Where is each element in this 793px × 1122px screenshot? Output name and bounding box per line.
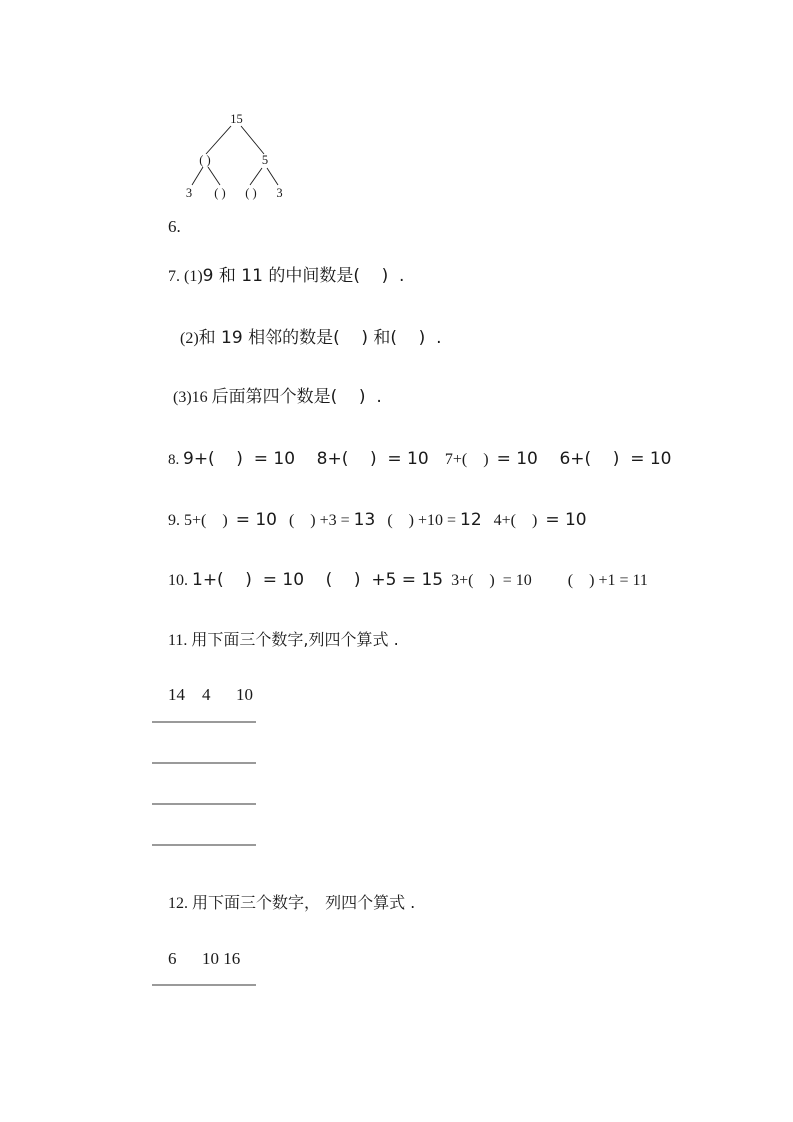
question-9-equations-a: 9. 5+( ) — [168, 512, 236, 529]
question-9-result-a: = 10 — [235, 510, 277, 530]
question-10-equations-b: 3+( ) = 10 ( ) +1 = 11 — [443, 572, 648, 589]
tree-leaf-1-value: 3 — [185, 186, 193, 200]
answer-blank-3 — [152, 803, 256, 805]
question-11-marker: 11. — [168, 632, 192, 649]
question-8-marker: 8. — [168, 452, 183, 468]
question-12-marker: 12. — [168, 895, 192, 912]
question-9-equations-c: ( ) +10 = — [375, 512, 461, 529]
question-8-equations-b: 7+( ) — [444, 451, 497, 468]
tree-edge-left-left — [192, 167, 203, 185]
question-9-equations-b: ( ) +3 = — [276, 512, 354, 529]
question-7-marker: 7. (1) — [168, 268, 203, 285]
question-7-part-3-text: 后面第四个数是( ) . — [211, 387, 382, 407]
answer-blank-1 — [152, 721, 256, 723]
tree-edge-root-right — [241, 126, 264, 154]
question-12-text: 用下面三个数字， 列四个算式 . — [192, 893, 416, 912]
question-6-label: 6. — [168, 217, 181, 236]
tree-leaf-3-value: ( ) — [245, 186, 257, 200]
question-8 — [152, 429, 672, 490]
tree-edge-right-left — [250, 168, 262, 185]
question-12-numbers — [152, 928, 240, 990]
question-7-part-3-marker: (3)16 — [173, 389, 212, 406]
question-7-part-1 — [152, 246, 404, 307]
tree-edge-right-right — [267, 168, 278, 185]
question-7-part-2-text: 和 19 相邻的数是( ) 和( ) . — [198, 328, 442, 348]
question-11-numbers — [152, 664, 253, 726]
answer-blank-2 — [152, 762, 256, 764]
tree-root-value: 15 — [230, 112, 243, 126]
question-9-equations-d: 4+( ) — [481, 512, 546, 529]
tree-leaf-2-value: ( ) — [214, 186, 226, 200]
question-8-equations-c: = 10 6+( ) = 10 — [496, 449, 672, 469]
question-9-result-d: = 10 — [545, 510, 587, 530]
tree-leaf-4-value: 3 — [276, 186, 283, 200]
question-10 — [152, 550, 648, 611]
answer-blank-5 — [152, 984, 256, 986]
question-12 — [152, 873, 415, 934]
question-11 — [152, 610, 399, 671]
question-10-equations-a: 1+( ) = 10 ( ) +5 = 15 — [192, 570, 444, 590]
tree-edge-left-right — [208, 167, 220, 185]
question-7-part-1-text: 9 和 11 的中间数是( ) . — [202, 266, 405, 286]
question-12-number-set: 6 10 16 — [168, 949, 241, 968]
tree-left-child-value: ( ) — [199, 153, 211, 167]
question-10-marker: 10. — [168, 572, 192, 589]
question-9 — [152, 490, 587, 551]
tree-edge-root-left — [206, 126, 231, 154]
tree-right-child-value: 5 — [261, 153, 269, 167]
number-tree-diagram — [184, 106, 302, 204]
question-7-part-3 — [157, 367, 382, 428]
question-7-part-2-marker: (2) — [180, 330, 199, 347]
question-8-equations-a: 9+( ) = 10 8+( ) = 10 — [183, 449, 445, 469]
question-11-text: 用下面三个数字,列四个算式 . — [191, 630, 399, 649]
answer-blank-4 — [152, 844, 256, 846]
question-7-part-2 — [164, 308, 441, 369]
question-11-number-set: 14 4 10 — [168, 685, 253, 704]
question-9-result-b: 13 — [353, 510, 376, 530]
question-9-result-c: 12 — [460, 510, 482, 530]
